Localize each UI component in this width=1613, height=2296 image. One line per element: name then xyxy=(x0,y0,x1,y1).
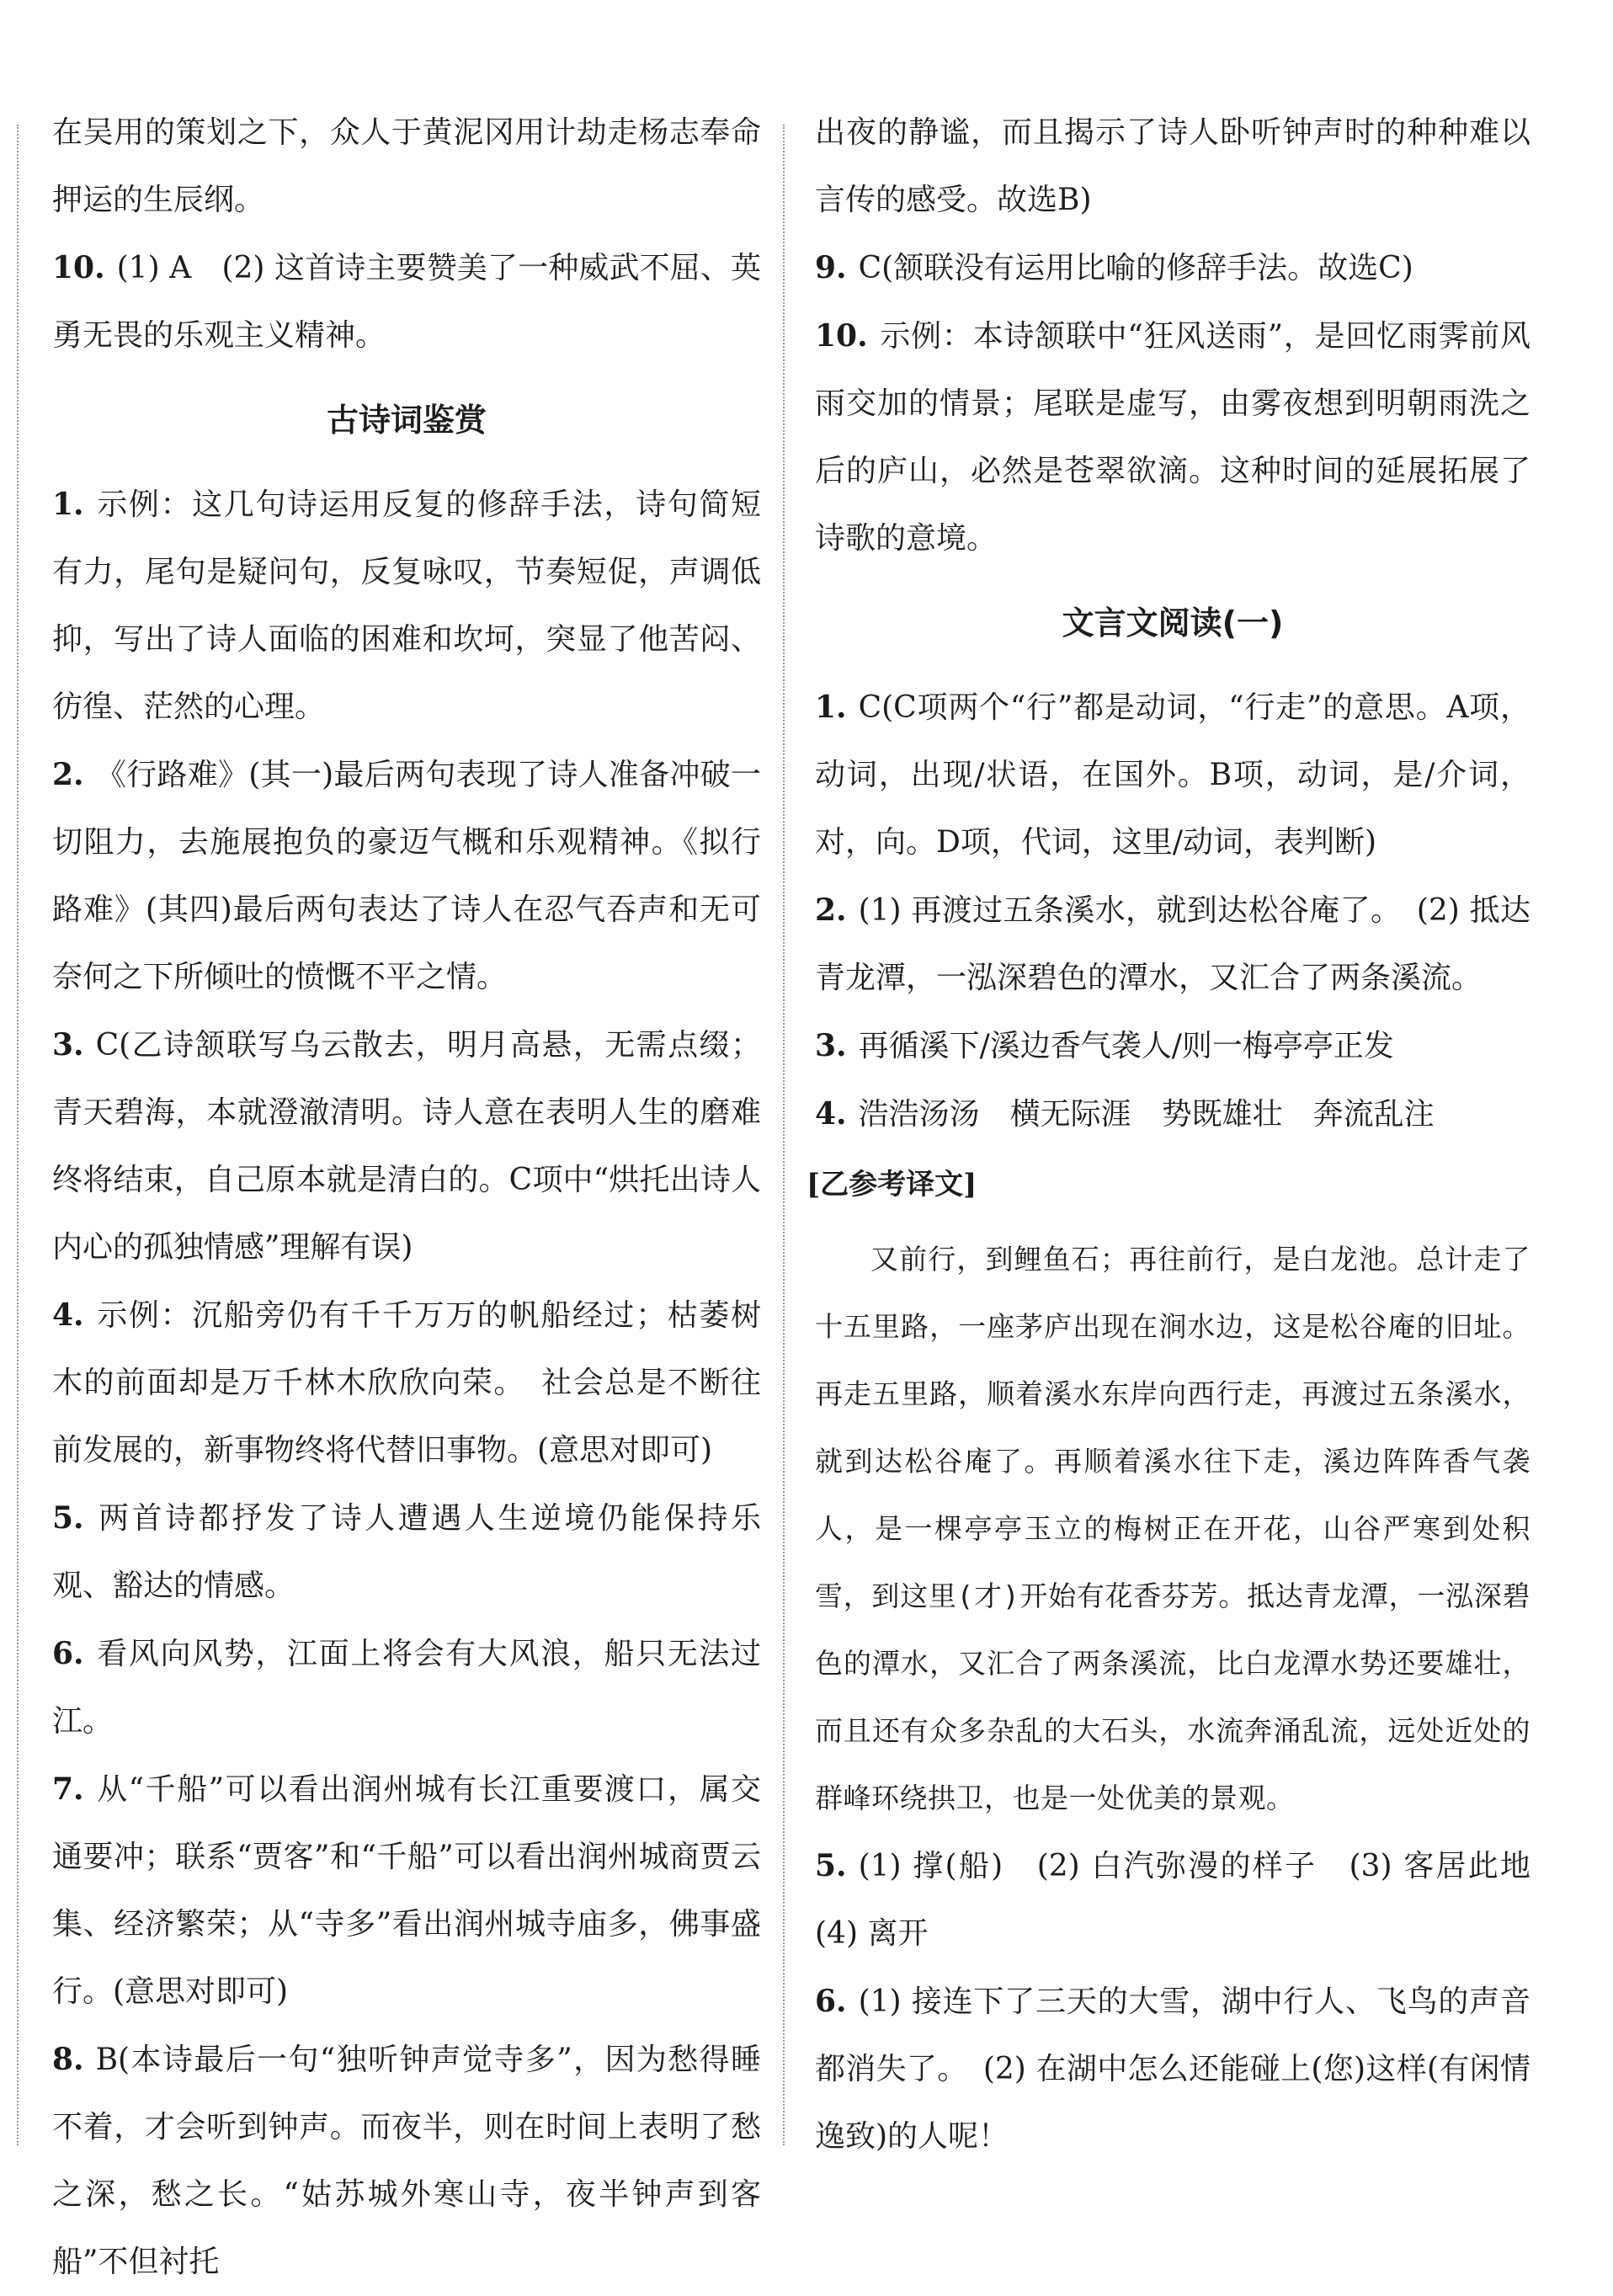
answer-item xyxy=(815,674,1530,876)
answer-item xyxy=(52,1484,761,1620)
answer-item xyxy=(815,1968,1530,2171)
item-text: C(C项两个“行”都是动词，“行走”的意思。A项，动词，出现/状语，在国外。B项，动词，是/介词，对，向。D项，代词，这里/动词，表判断) xyxy=(815,690,1530,860)
item-text: 看风向风势，江面上将会有大风浪，船只无法过江。 xyxy=(52,1637,761,1739)
item-number: 6. xyxy=(815,1984,847,2019)
item-number: 10. xyxy=(815,318,868,354)
item-number: 6. xyxy=(52,1636,84,1671)
item-text: 再循溪下/溪边香气袭人/则一梅亭亭正发 xyxy=(858,1029,1394,1063)
item-text: (1) 接连下了三天的大雪，湖中行人、飞鸟的声音都消失了。 (2) 在湖中怎么还能碰上(您)这样(有闲情逸致)的人呢！ xyxy=(815,1984,1530,2154)
answer-item xyxy=(815,302,1530,573)
item-text: 《行路难》(其一)最后两句表现了诗人准备冲破一切阻力，去施展抱负的豪迈气概和乐观精神。《拟行路难》(其四)最后两句表达了诗人在忍气吞声和无可奈何之下所倾吐的愤慨不平之情。 xyxy=(52,758,761,994)
item-number: 3. xyxy=(52,1027,84,1063)
item-text: 浩浩汤汤 横无际涯 势既雄壮 奔流乱注 xyxy=(858,1097,1435,1132)
reference-translation: 又前行，到鲤鱼石；再往前行，是白龙池。总计走了十五里路，一座茅庐出现在涧水边，这是松谷庵的旧址。再走五里路，顺着溪水东岸向西行走，再渡过五条溪水，就到达松谷庵了。再顺着溪水往下走，溪边阵阵香气袭人，是一棵亭亭玉立的梅树正在开花，山谷严寒到处积雪，到这里(才)开始有花香芬芳。抵达青龙潭，一泓深碧色的潭水，又汇合了两条溪流，比白龙潭水势还要雄壮，而且还有众多杂乱的大石头，水流奔涌乱流，远处近处的群峰环绕拱卫，也是一处优美的景观。 xyxy=(815,1243,1530,1814)
left-column xyxy=(52,99,761,2296)
right-column xyxy=(806,99,1562,2171)
item-number: 5. xyxy=(52,1500,84,1536)
item-text: C(颔联没有运用比喻的修辞手法。故选C) xyxy=(858,251,1413,285)
item8-continuation: 出夜的静谧，而且揭示了诗人卧听钟声时的种种难以言传的感受。故选B) xyxy=(815,115,1530,217)
item-number: 5. xyxy=(815,1848,847,1883)
section-title-classical-reading: 文言文阅读(一) xyxy=(1062,605,1284,642)
item-number: 3. xyxy=(815,1028,847,1063)
answer-item xyxy=(52,1281,761,1484)
section-title-poetry: 古诗词鉴赏 xyxy=(326,402,487,439)
item-text: (1) 再渡过五条溪水，就到达松谷庵了。 (2) 抵达青龙潭，一泓深碧色的潭水，又汇合了两条溪流。 xyxy=(815,893,1530,995)
item-text: 示例：这几句诗运用反复的修辞手法，诗句简短有力，尾句是疑问句，反复咏叹，节奏短促，声调低抑，写出了诗人面临的困难和坎坷，突显了他苦闷、彷徨、茫然的心理。 xyxy=(52,487,761,724)
answer-item xyxy=(52,1620,761,1755)
answer-item xyxy=(815,876,1530,1012)
item-text: (1) A (2) 这首诗主要赞美了一种威武不屈、英勇无畏的乐观主义精神。 xyxy=(52,251,761,353)
item-text: C(乙诗颔联写乌云散去，明月高悬，无需点缀；青天碧海，本就澄澈清明。诗人意在表明人生的磨难终将结束，自己原本就是清白的。C项中“烘托出诗人内心的孤独情感”理解有误) xyxy=(52,1028,761,1265)
answer-item xyxy=(52,1011,761,1281)
answer-item xyxy=(815,1080,1530,1148)
answer-item xyxy=(52,2026,761,2296)
item-text: B(本诗最后一句“独听钟声觉寺多”，因为愁得睡不着，才会听到钟声。而夜半，则在时间上表明了愁之深，愁之长。“姑苏城外寒山寺，夜半钟声到客船”不但衬托 xyxy=(52,2043,761,2279)
answer-item xyxy=(52,1755,761,2026)
item9-continuation: 在吴用的策划之下，众人于黄泥冈用计劫走杨志奉命押运的生辰纲。 xyxy=(52,115,761,217)
item-text: 示例：沉船旁仍有千千万万的帆船经过；枯萎树木的前面却是万千林木欣欣向荣。 社会总是不断往前发展的，新事物终将代替旧事物。(意思对即可) xyxy=(52,1298,761,1468)
left-margin-dotted-line xyxy=(17,125,19,2145)
answer-item xyxy=(815,234,1530,302)
answer-item xyxy=(52,234,761,370)
item-number: 1. xyxy=(815,690,847,725)
item-number: 4. xyxy=(52,1297,84,1333)
answer-item xyxy=(815,1012,1530,1080)
item-number: 1. xyxy=(52,487,84,522)
answer-item xyxy=(815,1832,1562,1968)
item-text: 两首诗都抒发了诗人遭遇人生逆境仍能保持乐观、豁达的情感。 xyxy=(52,1501,761,1603)
item-number: 10. xyxy=(52,250,105,285)
item-number: 4. xyxy=(815,1096,847,1132)
item-number: 2. xyxy=(52,757,84,792)
item-number: 7. xyxy=(52,1771,84,1807)
column-divider-dotted-line xyxy=(783,125,785,2145)
item-number: 2. xyxy=(815,892,847,928)
item-text: 从“千船”可以看出润州城有长江重要渡口，属交通要冲；联系“贾客”和“千船”可以看出润州城商贾云集、经济繁荣；从“寺多”看出润州城寺庙多，佛事盛行。(意思对即可) xyxy=(52,1772,761,2009)
item-text: (1) 撑(船) (2) 白汽弥漫的样子 (3) 客居此地 (4) 离开 xyxy=(815,1849,1562,1951)
item-number: 9. xyxy=(815,250,847,285)
translation-label: [乙参考译文] xyxy=(806,1168,977,1201)
item-text: 示例：本诗颔联中“狂风送雨”，是回忆雨霁前风雨交加的情景；尾联是虚写，由雾夜想到明朝雨洗之后的庐山，必然是苍翠欲滴。这种时间的延展拓展了诗歌的意境。 xyxy=(815,319,1530,556)
answer-item xyxy=(52,741,761,1011)
item-number: 8. xyxy=(52,2042,84,2077)
answer-item xyxy=(52,471,761,741)
